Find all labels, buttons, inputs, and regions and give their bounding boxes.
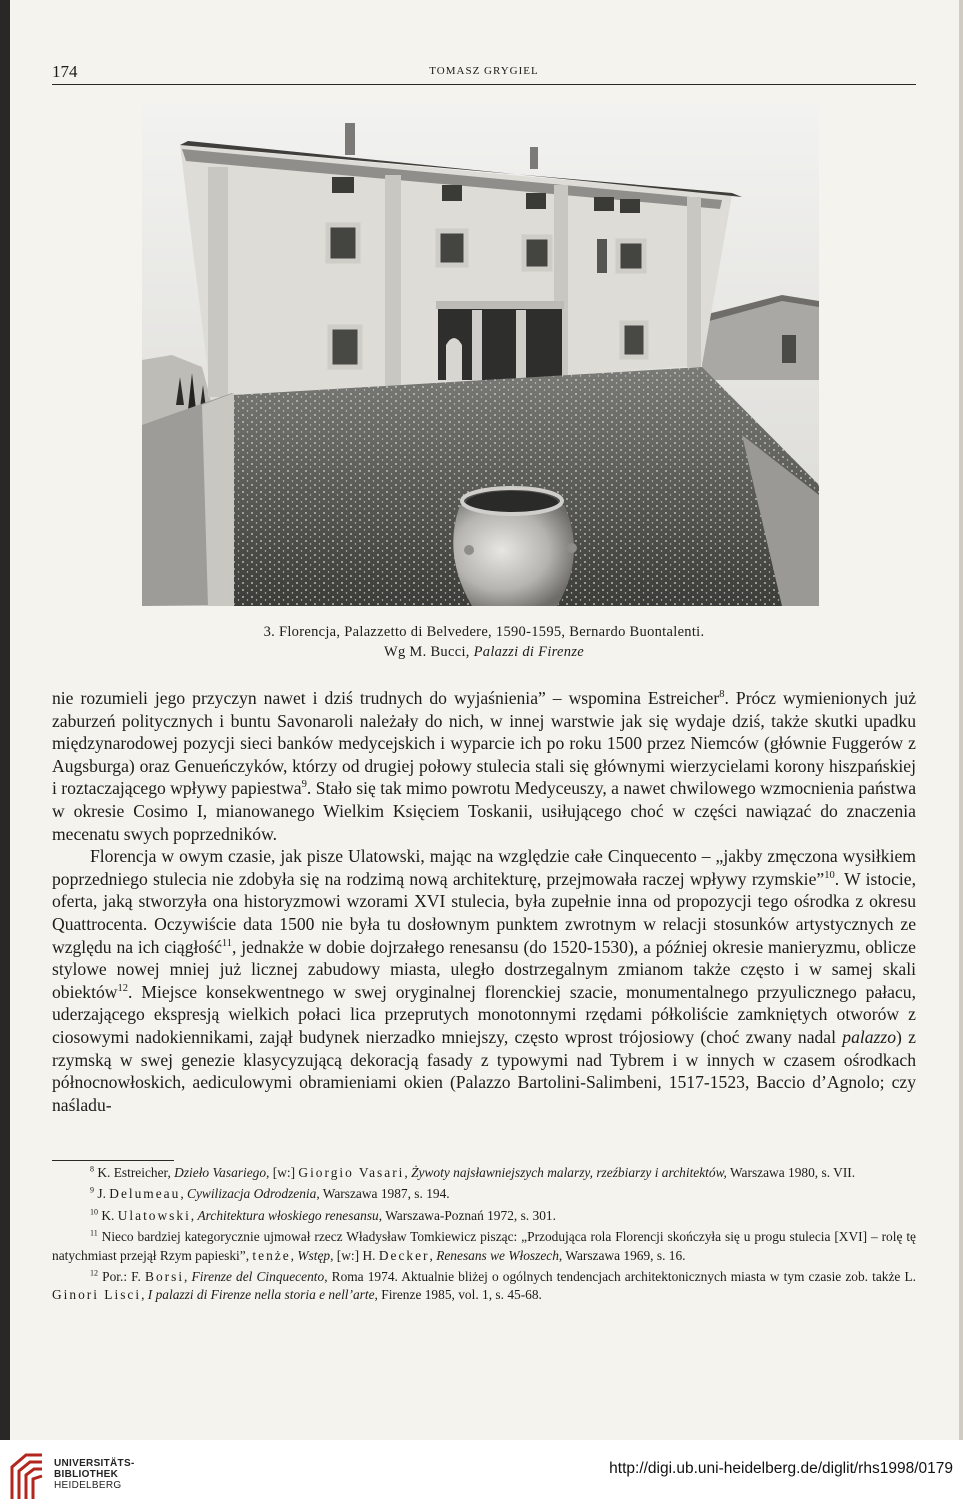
heidelberg-library-logo-icon[interactable] (6, 1445, 48, 1501)
figure-caption (52, 622, 916, 662)
footnote-8-a: K. Estreicher, (94, 1165, 175, 1180)
footnote-9-c: , (180, 1186, 188, 1202)
page-header (52, 62, 916, 85)
footnote-12-d: Firenze del Cinquecento (191, 1269, 325, 1285)
footnote-10 (52, 1207, 916, 1225)
footnote-11-f: Decker (378, 1247, 430, 1263)
footnote-12-b: Borsi (145, 1269, 185, 1285)
footnote-10-b: Ulatowski (117, 1207, 191, 1223)
footnote-9-b: Delumeau (109, 1186, 181, 1202)
paragraph-1 (52, 687, 916, 845)
footnote-12-f: Ginori Lisci (52, 1287, 142, 1303)
permalink-url[interactable]: http://digi.ub.uni-heidelberg.de/diglit/rhs1998/0179 (609, 1460, 953, 1477)
caption-source: Wg M. Bucci, (383, 644, 474, 660)
paragraph-2-part-2: . W istocie, oferta, jaką stworzyła ona historyzmowi wzorami XVI stulecia, była zupełnie inna od propozycji tego ośrodka z okresu Quattrocenta. Oczywiście data 1500 nie była tu dosłownym punktem zwrotnym w relacji stosunków artystycznych ze względu na ich ciągłość (52, 868, 916, 957)
footnote-8-g: Warszawa 1980, s. VII. (726, 1165, 856, 1180)
library-name-line-3: HEIDELBERG (54, 1480, 122, 1491)
footnote-11-b: tenże (252, 1247, 291, 1263)
paragraph-2-part-3: , jednakże w dobie dojrzałego renesansu (do 1520-1530), a później okresie manieryzmu, oblicze stylowe nowej mniej już licznej zabudowy miasta, uległo dostrzegalnym zmianom także często i w samej skali obiektów (52, 936, 916, 1002)
library-name (54, 1458, 135, 1491)
footnote-9-d: Cywilizacja Odrodzenia (187, 1186, 317, 1202)
footnote-9 (52, 1185, 916, 1203)
scan-right-edge (959, 0, 963, 1440)
footnote-11-e: , [w:] H. (330, 1247, 379, 1263)
scan-left-edge (0, 0, 10, 1440)
footnote-11-c: , (290, 1247, 298, 1263)
footnote-ref-12[interactable]: 12 (117, 982, 129, 994)
paragraph-2-part-4: . Miejsce konsekwentnego w swej oryginalnej florenckiej szacie, monumentalnego przyulicznego pałacu, uderzającego ekspresją wielkich połaci lica przeprutych monotonnymi rzędami półkoliście zamkniętych otworów z ciosowymi nadokiennikami, zajął budynek nierzadko mniejszy, często wprost trójosiowy (choć zwany nadal (52, 981, 916, 1047)
footnote-12-number: 12 (90, 1268, 99, 1278)
footnote-ref-11[interactable]: 11 (221, 937, 233, 949)
footnote-12-i: , Firenze 1985, vol. 1, s. 45-68. (374, 1287, 542, 1303)
footnote-11-a: Nieco bardziej kategorycznie ujmował rzecz Władysław Tomkiewicz pisząc: „Przodująca rola Florencji skończyła się u progu stulecia [XVI] – rolę tę natychmiast przejął Rzym papieski”, (52, 1229, 916, 1263)
footnote-8-number: 8 (90, 1164, 95, 1174)
footnote-12-h: I palazzi di Firenze nella storia e nell’arte (147, 1287, 375, 1303)
footnote-12-a: Por.: F. (98, 1269, 146, 1285)
footnote-11-d: Wstęp (297, 1247, 331, 1263)
running-head: TOMASZ GRYGIEL (429, 65, 539, 77)
paragraph-2-part-5: ) z rzymską w swej genezie klasycyzującą dekoracją fasady z typowymi nad Tybrem i w innych w czasem ośrodkach północnowłoskich, aediculowymi obramieniami okien (Palazzo Bartolini-Salimbeni, 1517-1523, Baccio d’Agnolo; czy naśladu- (52, 1026, 916, 1115)
figure-photograph (142, 105, 819, 606)
paragraph-1-part-1: nie rozumieli jego przyczyn nawet i dziś trudnych do wyjaśnienia” – wspomina Estreicher (52, 688, 720, 708)
footnote-ref-10[interactable]: 10 (824, 869, 835, 881)
paragraph-1-part-3: . Stało się tak mimo powrotu Medyceuszy, a nawet chwilowego wzmocnienia państwa w okresie Cosimo I, mianowanego Wielkim Księciem Toskanii, usiłującego choć w części nawiązać do znaczenia mecenatu swych poprzedników. (52, 778, 917, 844)
footnote-12-g: , (141, 1287, 148, 1303)
footnote-9-e: , Warszawa 1987, s. 194. (316, 1186, 450, 1202)
footnote-12-c: , (184, 1269, 192, 1285)
page-number: 174 (52, 62, 78, 81)
footnote-10-c: , (190, 1207, 198, 1223)
paragraph-2-part-1: Florencja w owym czasie, jak pisze Ulatowski, mając na względzie całe Cinquecento – „jakby zmęczona wysiłkiem poprzedniego stulecia nie zdobyła się na rodzimą nową architekturę, przejmowała raczej wpływy rzymskie” (52, 846, 916, 889)
footnote-10-e: , Warszawa-Poznań 1972, s. 301. (378, 1207, 556, 1223)
footnote-ref-9[interactable]: 9 (301, 779, 307, 791)
footnote-8-c: [w:] (269, 1165, 299, 1180)
footnote-11 (52, 1228, 916, 1265)
footnote-9-a: J. (94, 1186, 110, 1202)
caption-line-1: 3. Florencja, Palazzetto di Belvedere, 1590-1595, Bernardo Buontalenti. (263, 624, 705, 640)
body-text (52, 687, 916, 1116)
footnote-rule (52, 1160, 174, 1161)
footnote-11-h: Renesans we Włoszech (436, 1247, 559, 1263)
footnote-8-b: Dzieło Vasariego, (174, 1165, 270, 1180)
caption-line-2 (52, 642, 916, 662)
library-name-line-1: UNIVERSITÄTS- (54, 1458, 135, 1469)
footnote-8 (52, 1164, 916, 1182)
footnote-10-a: K. (98, 1207, 118, 1223)
footnote-11-g: , (429, 1247, 437, 1263)
footnote-11-i: , Warszawa 1969, s. 16. (558, 1247, 686, 1263)
footnote-10-d: Architektura włoskiego renesansu (197, 1207, 379, 1223)
paragraph-2-italic: palazzo (842, 1026, 897, 1047)
footnote-12 (52, 1268, 916, 1305)
footnote-8-d: Giorgio Vasari (298, 1165, 405, 1180)
footnote-8-e: , (404, 1165, 412, 1180)
footnote-12-e: , Roma 1974. Aktualnie bliżej o ogólnych tendencjach architektonicznych miasta w tym czasie zob. także L. (324, 1269, 917, 1285)
footnote-11-number: 11 (90, 1228, 98, 1238)
footnote-ref-8[interactable]: 8 (719, 689, 725, 701)
paragraph-2 (52, 845, 916, 1116)
digital-library-footer (0, 1440, 963, 1507)
footnote-9-number: 9 (90, 1185, 95, 1195)
paragraph-1-part-2: . Prócz wymienionych już zaburzeń politycznych i buntu Savonaroli należały do nich, w innej warstwie jak się wydaje dziś, także skutki upadku międzynarodowej pozycji sieci banków medycejskich i wyparcie ich po roku 1500 przez Niemców (głównie Fuggerów z Augsburga) oraz Genueńczyków, którzy od drugiej połowy stulecia stali się głównymi wierzycielami korony hiszpańskiej i roztaczającego wpływy papiestwa (52, 688, 917, 799)
library-name-line-2: BIBLIOTHEK (54, 1469, 119, 1480)
footnotes (52, 1164, 916, 1308)
caption-source-title: Palazzi di Firenze (473, 644, 585, 660)
footnote-8-f: Żywoty najsławniejszych malarzy, rzeźbiarzy i architektów, (411, 1165, 727, 1180)
footnote-10-number: 10 (90, 1207, 99, 1217)
